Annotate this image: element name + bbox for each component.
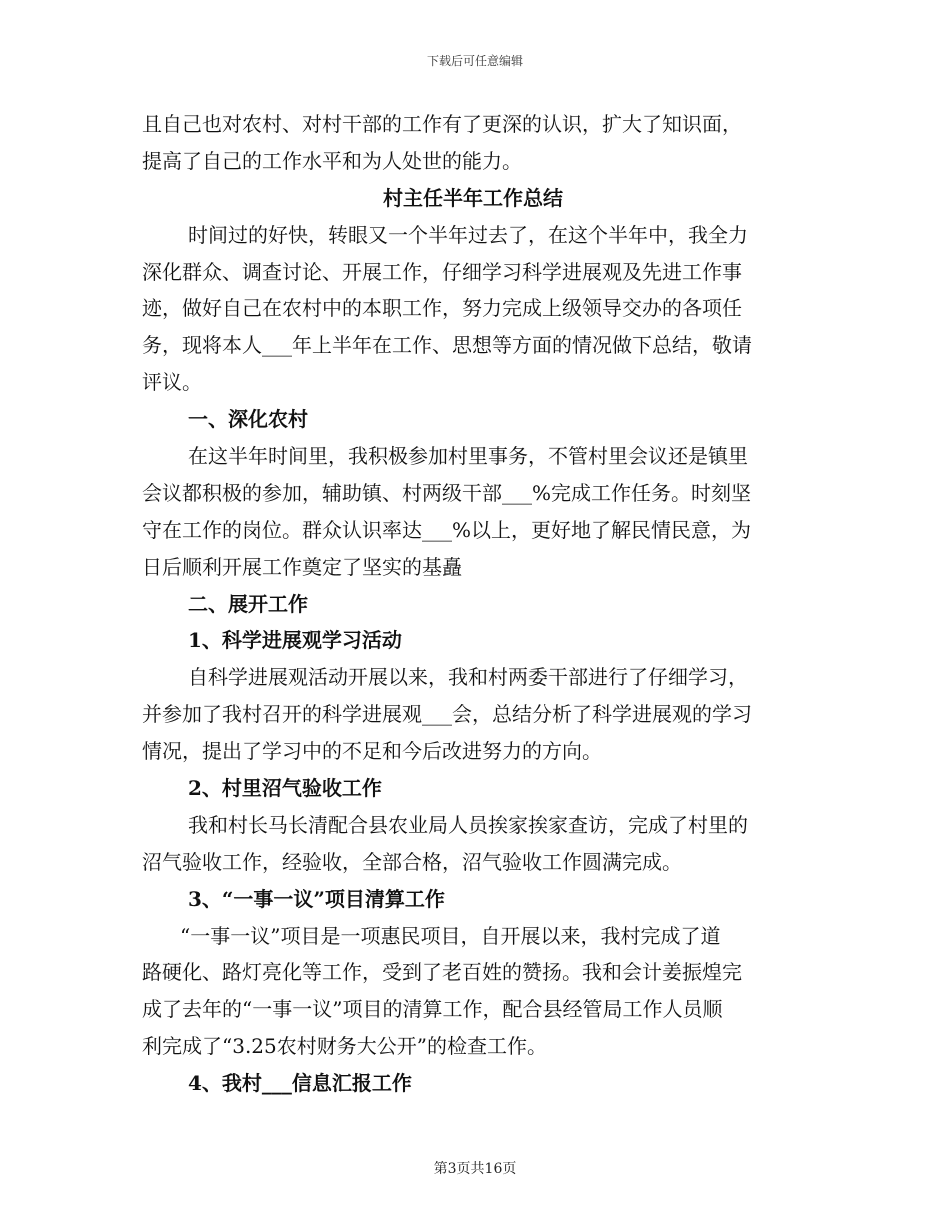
text-line: 守在工作的岗位。群众认识率达___%以上，更好地了解民情民意，为 xyxy=(142,517,752,542)
section-heading: 二、展开工作 xyxy=(188,591,308,616)
text-line: 评议。 xyxy=(142,370,202,395)
text-line: 且自己也对农村、对村干部的工作有了更深的认识，扩大了知识面， xyxy=(142,112,742,136)
text-line: 自科学进展观活动开展以来，我和村两委干部进行了仔细学习， xyxy=(188,665,748,690)
text-line: 我和村长马长清配合县农业局人员挨家挨家查访，完成了村里的 xyxy=(188,812,748,837)
text-line: 提高了自己的工作水平和为人处世的能力。 xyxy=(142,148,522,173)
text-line: 利完成了“3.25农村财务大公开”的检查工作。 xyxy=(142,1034,547,1059)
text-line: 沼气验收工作，经验收，全部合格，沼气验收工作圆满完成。 xyxy=(142,849,682,874)
section-heading: 1、科学进展观学习活动 xyxy=(188,628,402,653)
text-line: 并参加了我村召开的科学进展观___会，总结分析了科学进展观的学习 xyxy=(142,702,752,727)
text-line: 务，现将本人___年上半年在工作、思想等方面的情况做下总结，敬请 xyxy=(142,333,752,358)
text-line: 深化群众、调查讨论、开展工作，仔细学习科学进展观及先进工作事 xyxy=(142,259,742,284)
text-line: 日后顺利开展工作奠定了坚实的基矗 xyxy=(142,554,462,579)
section-heading: 4、我村___信息汇报工作 xyxy=(188,1071,412,1096)
page-header: 下载后可任意编辑 xyxy=(426,54,523,68)
text-line: 时间过的好快，转眼又一个半年过去了，在这个半年中，我全力 xyxy=(188,222,748,247)
text-line: 成了去年的“一事一议”项目的清算工作，配合县经管局工作人员顺 xyxy=(142,997,723,1022)
text-line: 会议都积极的参加，辅助镇、村两级干部___%完成工作任务。时刻坚 xyxy=(142,480,752,505)
document-body xyxy=(142,106,804,1102)
text-line: 迹，做好自己在农村中的本职工作，努力完成上级领导交办的各项任 xyxy=(142,296,742,321)
section-heading: 2、村里沼气验收工作 xyxy=(188,776,382,801)
text-line: “一事一议”项目是一项惠民项目，自开展以来，我村完成了道 xyxy=(180,923,721,948)
section-heading: 一、深化农村 xyxy=(188,407,308,432)
section-heading: 3、“一事一议”项目清算工作 xyxy=(188,886,445,911)
text-line: 路硬化、路灯亮化等工作，受到了老百姓的赞扬。我和会计姜振煌完 xyxy=(142,960,742,985)
document-title: 村主任半年工作总结 xyxy=(383,185,563,210)
text-line: 情况，提出了学习中的不足和今后改进努力的方向。 xyxy=(142,739,602,764)
text-line: 在这半年时间里，我积极参加村里事务，不管村里会议还是镇里 xyxy=(188,444,748,469)
page-footer: 第3页共16页 xyxy=(433,1161,517,1177)
